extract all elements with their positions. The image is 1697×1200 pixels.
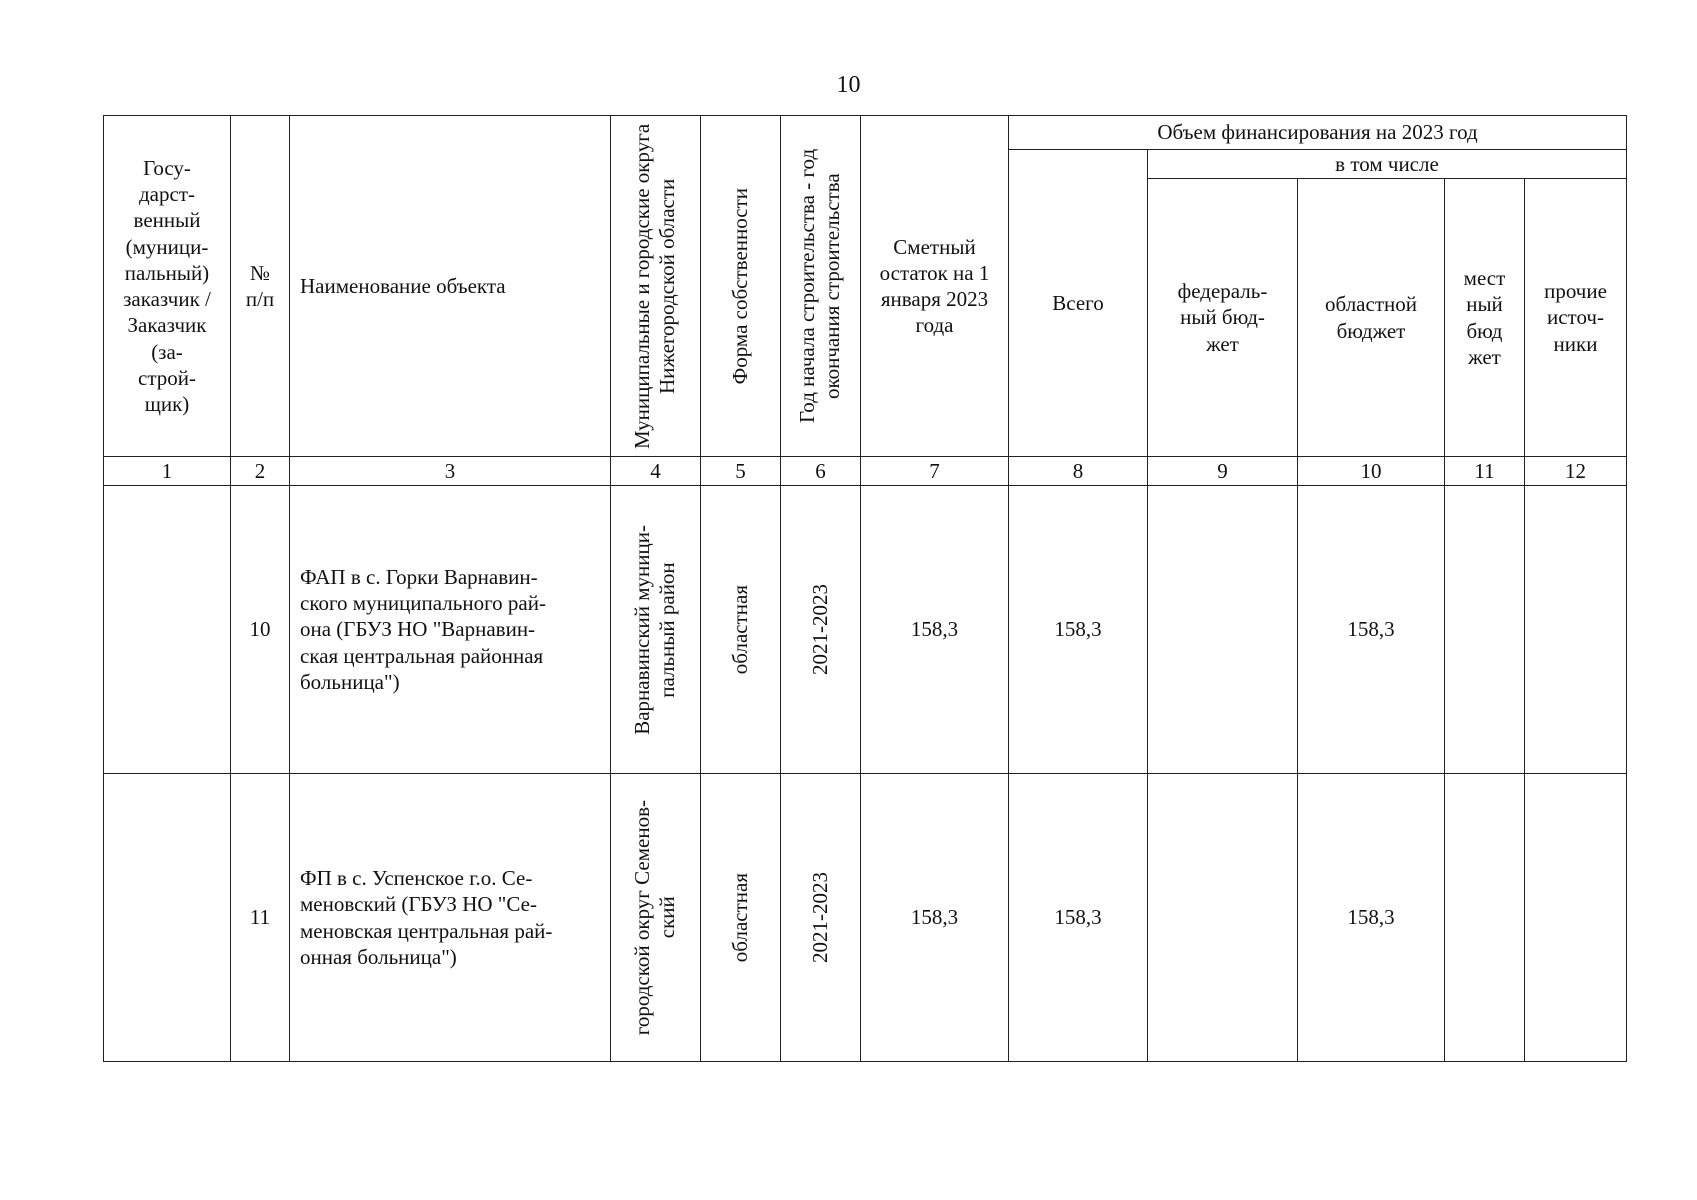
customer-cell [104, 486, 231, 774]
row-number-cell: 11 [231, 774, 290, 1062]
column-number: 3 [290, 457, 611, 486]
header-customer: Госу- дарст- венный (муници- пальный) заказчик / Заказчик (за- строй- щик) [104, 116, 231, 457]
column-number: 2 [231, 457, 290, 486]
row-number-cell: 10 [231, 486, 290, 774]
header-federal: федераль- ный бюд- жет [1148, 179, 1298, 457]
financing-table [103, 115, 1627, 1062]
column-number: 4 [611, 457, 701, 486]
header-other: прочие источ- ники [1525, 179, 1627, 457]
header-regional: областной бюджет [1298, 179, 1445, 457]
customer-cell [104, 774, 231, 1062]
header-local: мест ный бюд жет [1445, 179, 1525, 457]
column-number: 9 [1148, 457, 1298, 486]
federal-cell [1148, 774, 1298, 1062]
column-number: 11 [1445, 457, 1525, 486]
object-name-cell: ФП в с. Успенское г.о. Се- меновский (ГБУЗ НО "Се- меновская центральная рай- онная больница") [290, 774, 611, 1062]
header-number: № п/п [231, 116, 290, 457]
local-cell [1445, 774, 1525, 1062]
other-cell [1525, 774, 1627, 1062]
column-number: 12 [1525, 457, 1627, 486]
estimate-cell: 158,3 [861, 486, 1009, 774]
estimate-cell: 158,3 [861, 774, 1009, 1062]
header-object-name: Наименование объекта [290, 116, 611, 457]
header-district: Муниципальные и городские округа Нижегородской области [611, 116, 701, 457]
column-numbers-row [104, 457, 1627, 486]
header-ownership: Форма собственности [701, 116, 781, 457]
ownership-cell: областная [701, 486, 781, 774]
header-funding-group: Объем финансирования на 2023 год [1009, 116, 1627, 150]
column-number: 10 [1298, 457, 1445, 486]
table-row [104, 486, 1627, 774]
ownership-cell: областная [701, 774, 781, 1062]
district-cell: городской округ Семенов- ский [611, 774, 701, 1062]
total-cell: 158,3 [1009, 486, 1148, 774]
other-cell [1525, 486, 1627, 774]
federal-cell [1148, 486, 1298, 774]
header-including: в том числе [1148, 150, 1627, 179]
header-total: Всего [1009, 150, 1148, 457]
column-number: 8 [1009, 457, 1148, 486]
page-number: 10 [836, 72, 861, 98]
table-row [104, 774, 1627, 1062]
local-cell [1445, 486, 1525, 774]
column-number: 5 [701, 457, 781, 486]
years-cell: 2021-2023 [781, 486, 861, 774]
regional-cell: 158,3 [1298, 486, 1445, 774]
header-estimate: Сметный остаток на 1 января 2023 года [861, 116, 1009, 457]
header-years: Год начала строительства - год окончания строительства [781, 116, 861, 457]
years-cell: 2021-2023 [781, 774, 861, 1062]
column-number: 6 [781, 457, 861, 486]
object-name-cell: ФАП в с. Горки Варнавин- ского муниципального рай- она (ГБУЗ НО "Варнавин- ская центральная районная больница") [290, 486, 611, 774]
district-cell: Варнавинский муници- пальный район [611, 486, 701, 774]
column-number: 7 [861, 457, 1009, 486]
total-cell: 158,3 [1009, 774, 1148, 1062]
regional-cell: 158,3 [1298, 774, 1445, 1062]
column-number: 1 [104, 457, 231, 486]
